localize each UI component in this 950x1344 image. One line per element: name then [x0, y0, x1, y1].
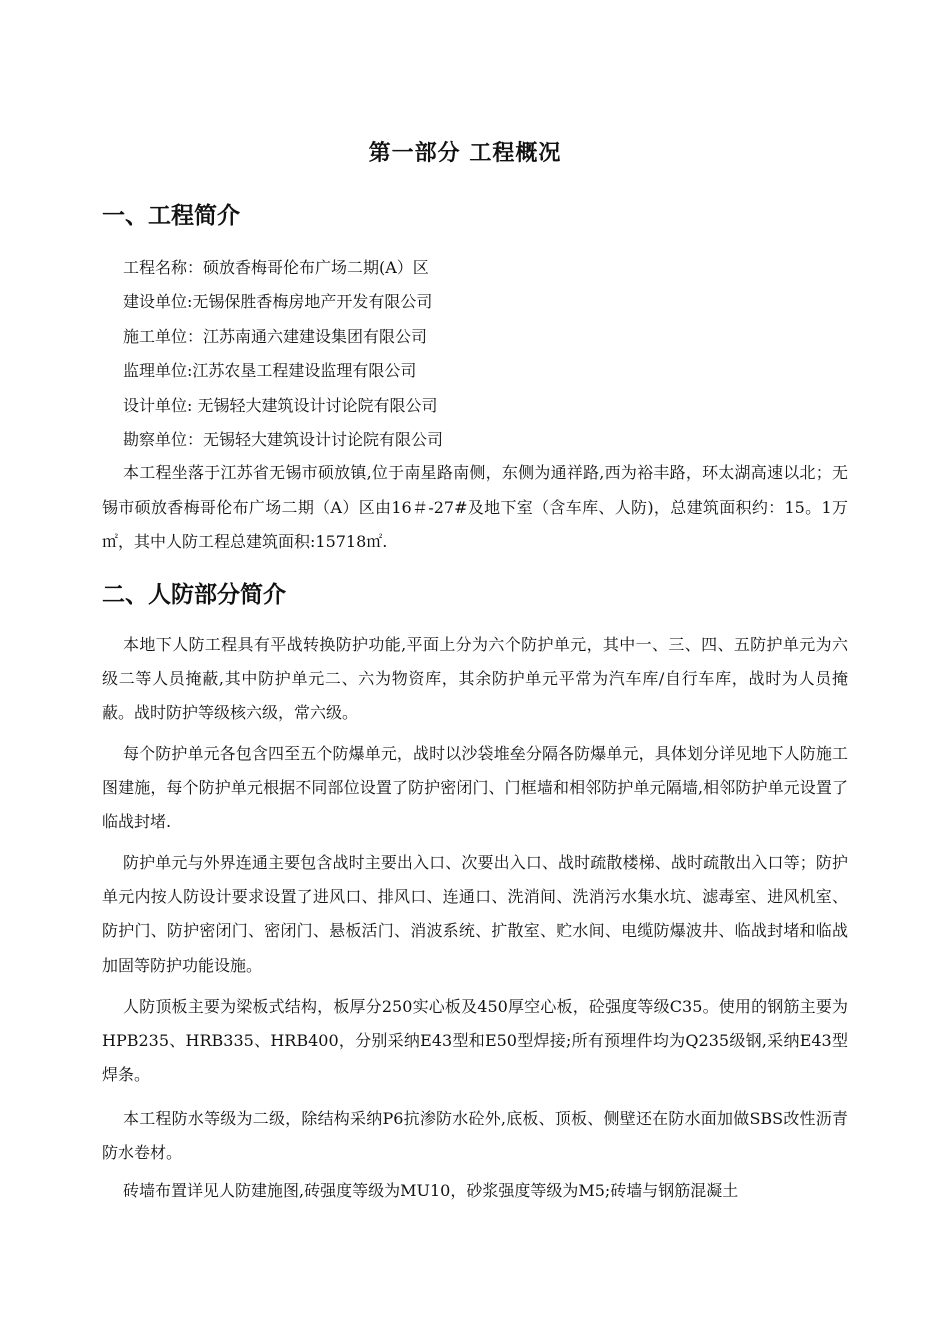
project-info-list [123, 251, 843, 457]
paragraph-waterproofing: 本工程防水等级为二级，除结构采纳P6抗渗防水砼外,底板、顶板、侧壁还在防水面加做SBS改性沥青防水卷材。 [102, 1109, 848, 1163]
paragraph-brick-walls: 砖墙布置详见人防建施图,砖强度等级为MU10，砂浆强度等级为M5;砖墙与钢筋混凝土 [123, 1181, 739, 1200]
info-supervisor: 监理单位:江苏农垦工程建设监理有限公司 [123, 361, 417, 381]
info-project-name: 工程名称：硕放香梅哥伦布广场二期(A）区 [123, 258, 429, 277]
section-heading-project-intro: 一、工程简介 [102, 203, 240, 229]
info-surveyor: 勘察单位：无锡轻大建筑设计讨论院有限公司 [123, 429, 444, 449]
paragraph-entrances-facilities: 防护单元与外界连通主要包含战时主要出入口、次要出入口、战时疏散楼梯、战时疏散出入口等；防护单元内按人防设计要求设置了进风口、排风口、连通口、洗消间、洗消污水集水坑、滤毒室、进风机室、防护门、防护密闭门、密闭门、悬板活门、消波系统、扩散室、贮水间、电缆防爆波井、临战封堵和临战加固等防护功能设施。 [102, 853, 848, 975]
paragraph-blast-units: 每个防护单元各包含四至五个防爆单元，战时以沙袋堆垒分隔各防爆单元，具体划分详见地下人防施工图建施，每个防护单元根据不同部位设置了防护密闭门、门框墙和相邻防护单元隔墙,相邻防护单元设置了临战封堵. [102, 744, 848, 832]
paragraph-protection-units: 本地下人防工程具有平战转换防护功能,平面上分为六个防护单元，其中一、三、四、五防护单元为六级二等人员掩蔽,其中防护单元二、六为物资库，其余防护单元平常为汽车库/自行车库，战时为人员掩蔽。战时防护等级核六级，常六级。 [102, 635, 848, 723]
page-title: 第一部分 工程概况 [368, 141, 562, 166]
location-paragraph: 本工程坐落于江苏省无锡市硕放镇,位于南星路南侧，东侧为通祥路,西为裕丰路，环太湖高速以北；无锡市硕放香梅哥伦布广场二期（A）区由16＃-27#及地下室（含车库、人防)，总建筑面积约：15。1万㎡，其中人防工程总建筑面积:15718㎡. [102, 463, 848, 551]
info-client: 建设单位:无锡保胜香梅房地产开发有限公司 [123, 292, 433, 312]
info-designer: 设计单位: 无锡轻大建筑设计讨论院有限公司 [123, 395, 438, 415]
paragraph-roof-structure: 人防顶板主要为梁板式结构，板厚分250实心板及450厚空心板，砼强度等级C35。使用的钢筋主要为HPB235、HRB335、HRB400，分别采纳E43型和E50型焊接;所有预埋件均为Q235级钢,采纳E43型焊条。 [102, 997, 848, 1085]
info-contractor: 施工单位：江苏南通六建建设集团有限公司 [123, 326, 428, 346]
section-heading-civil-defense: 二、人防部分简介 [102, 582, 286, 608]
